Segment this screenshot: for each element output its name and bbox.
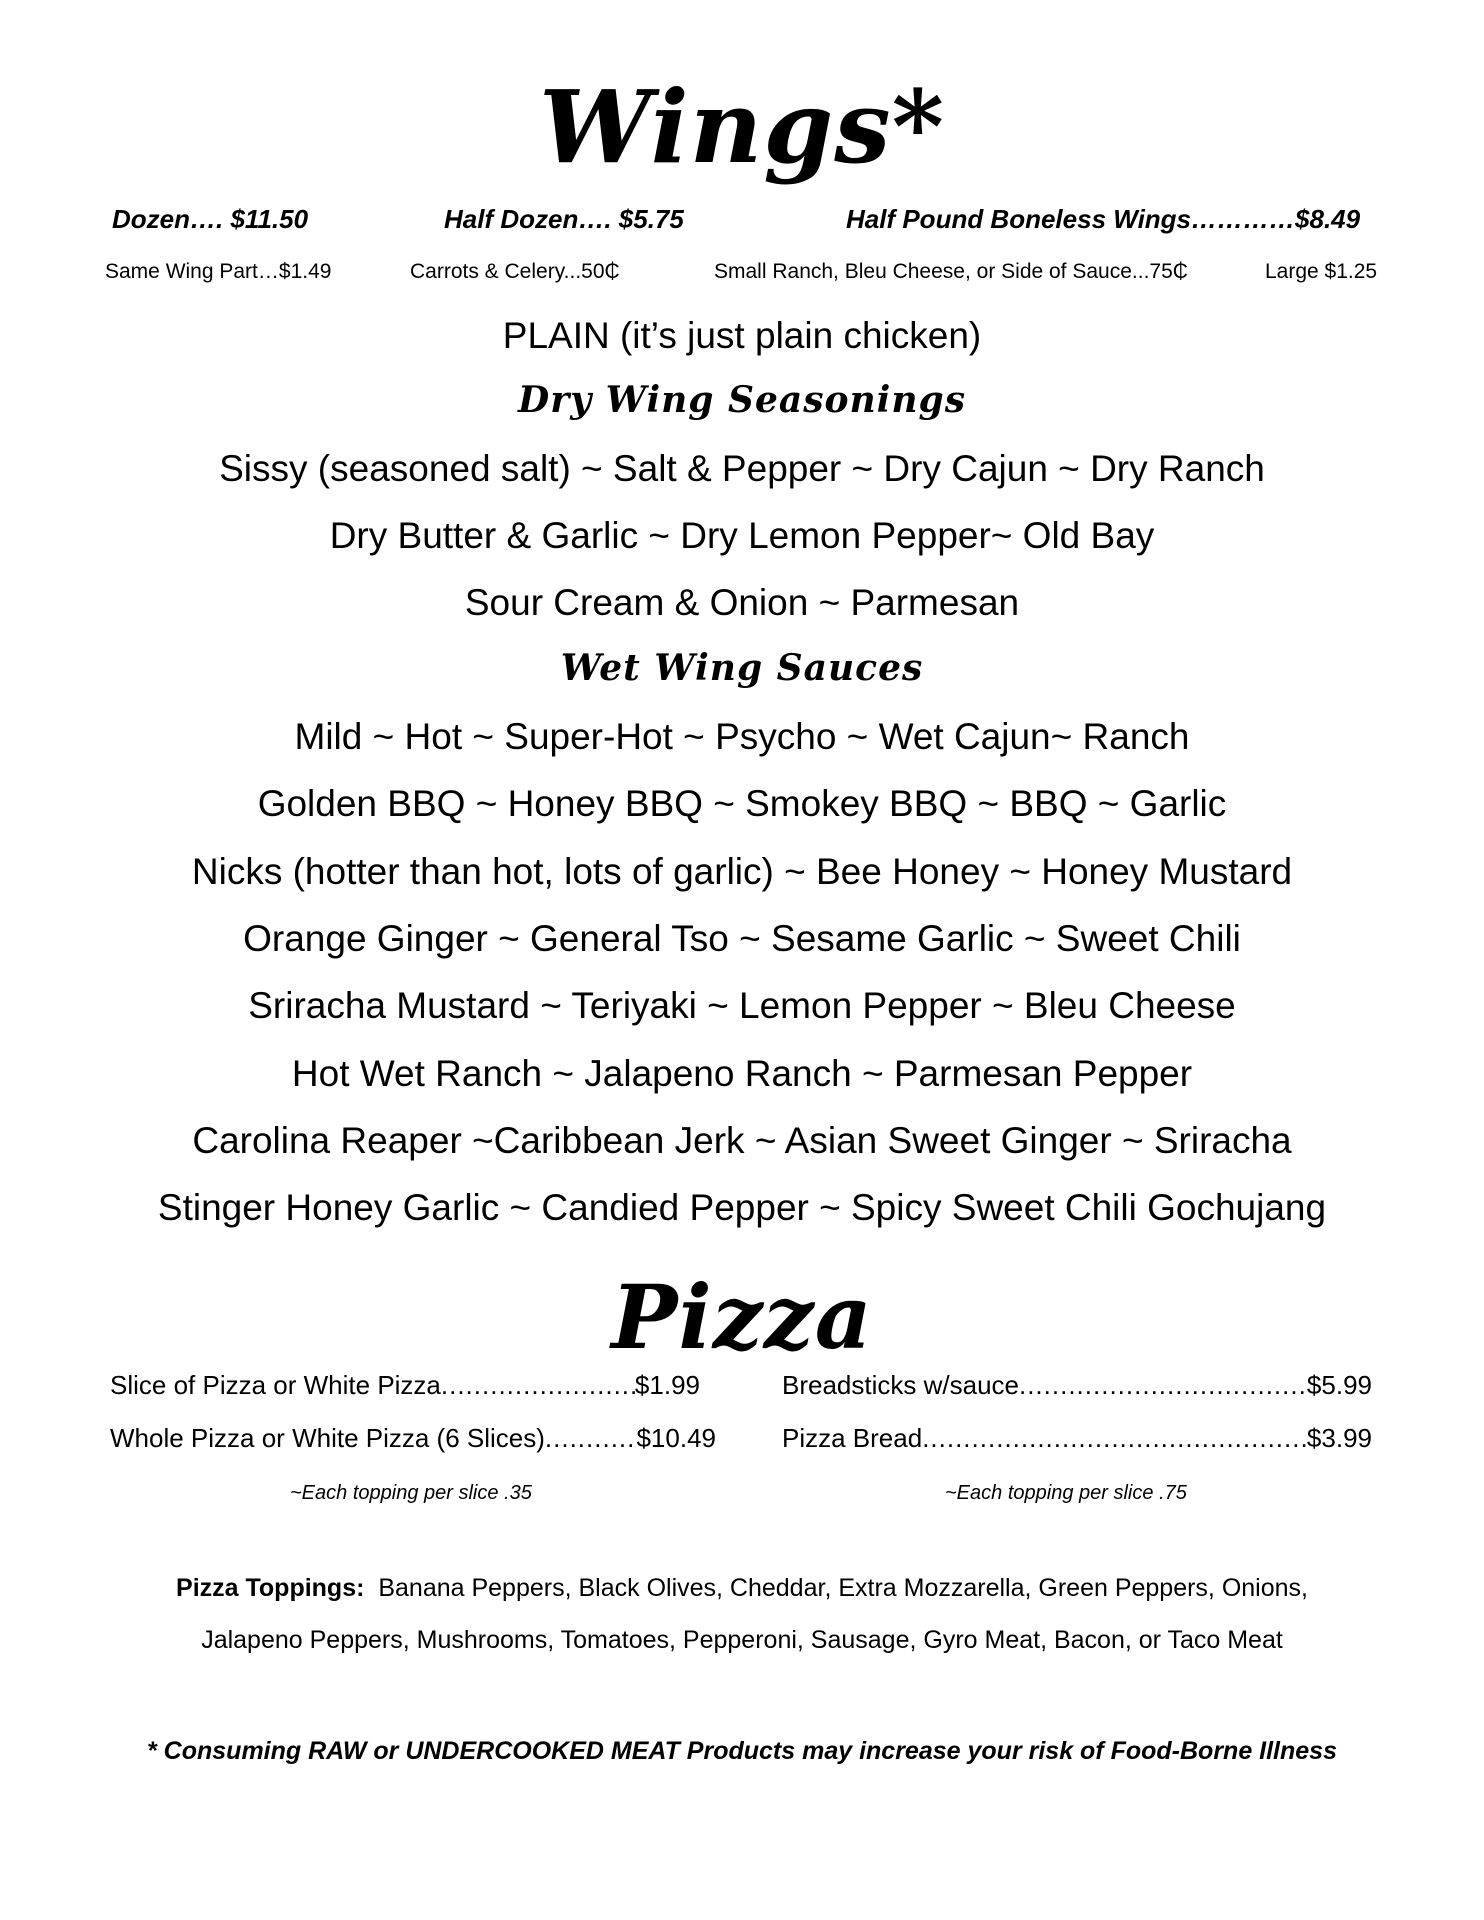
wet-sauces-line: Nicks (hotter than hot, lots of garlic) ~ Bee Honey ~ Honey Mustard — [191, 851, 1293, 892]
pizza-toppings-list: Banana Peppers, Black Olives, Cheddar, Extra Mozzarella, Green Peppers, Onions, — [378, 1574, 1308, 1602]
wet-sauces-line: Orange Ginger ~ General Tso ~ Sesame Garlic ~ Sweet Chili — [243, 918, 1241, 959]
plain-wings: PLAIN (it’s just plain chicken) — [502, 315, 982, 356]
right-topping-note: ~Each topping per slice .75 — [945, 1482, 1187, 1504]
item-price: $1.99 — [634, 1370, 700, 1400]
dry-seasonings-line: Dry Butter & Garlic ~ Dry Lemon Pepper~ Old Bay — [329, 515, 1155, 556]
item-price: $10.49 — [636, 1423, 716, 1453]
wet-sauces-line: Stinger Honey Garlic ~ Candied Pepper ~ Spicy Sweet Chili Gochujang — [157, 1187, 1327, 1228]
wet-sauces-line: Golden BBQ ~ Honey BBQ ~ Smokey BBQ ~ BBQ ~ Garlic — [257, 783, 1227, 824]
pizza-toppings-label: Pizza Toppings: — [176, 1574, 365, 1602]
wet-sauces-line: Sriracha Mustard ~ Teriyaki ~ Lemon Pepper ~ Bleu Cheese — [248, 985, 1236, 1026]
wet-sauces-heading: Wet Wing Sauces — [560, 647, 924, 689]
left-topping-note: ~Each topping per slice .35 — [290, 1482, 532, 1504]
wet-sauces-line: Mild ~ Hot ~ Super-Hot ~ Psycho ~ Wet Cajun~ Ranch — [294, 716, 1190, 757]
item-name: Pizza Bread — [782, 1423, 923, 1453]
carrots-celery-price: Carrots & Celery...50₵ — [410, 260, 620, 283]
dry-seasonings-line: Sour Cream & Onion ~ Parmesan — [464, 582, 1020, 623]
wet-sauces-line: Carolina Reaper ~Caribbean Jerk ~ Asian Sweet Ginger ~ Sriracha — [192, 1120, 1292, 1161]
item-name: Breadsticks w/sauce — [782, 1370, 1019, 1400]
pizza-toppings-line-1 — [0, 1562, 1484, 1614]
pizza-title: Pizza — [611, 1265, 873, 1369]
same-wing-part-price: Same Wing Part…$1.49 — [105, 260, 332, 283]
item-price: $3.99 — [1306, 1423, 1372, 1453]
item-name: Whole Pizza or White Pizza (6 Slices) — [110, 1423, 545, 1453]
small-sauce-price: Small Ranch, Bleu Cheese, or Side of Sauce...75₵ — [714, 260, 1188, 283]
large-sauce-price: Large $1.25 — [1265, 260, 1378, 283]
item-price: $5.99 — [1306, 1370, 1372, 1400]
half-dozen-price: Half Dozen…. $5.75 — [444, 204, 684, 234]
pizza-menu-item — [782, 1370, 1372, 1401]
leader-dots — [1019, 1370, 1307, 1401]
food-safety-warning: * Consuming RAW or UNDERCOOKED MEAT Products may increase your risk of Food-Borne Illness — [147, 1737, 1337, 1765]
dozen-price: Dozen…. $11.50 — [112, 204, 309, 234]
pizza-menu-item — [110, 1370, 700, 1401]
pizza-toppings-line-2: Jalapeno Peppers, Mushrooms, Tomatoes, Pepperoni, Sausage, Gyro Meat, Bacon, or Taco Meat — [201, 1626, 1283, 1654]
pizza-menu-item — [110, 1423, 716, 1454]
item-name: Slice of Pizza or White Pizza — [110, 1370, 441, 1400]
dry-seasonings-heading: Dry Wing Seasonings — [518, 379, 966, 421]
leader-dots — [545, 1423, 637, 1454]
dry-seasonings-line: Sissy (seasoned salt) ~ Salt & Pepper ~ Dry Cajun ~ Dry Ranch — [219, 448, 1265, 489]
wet-sauces-line: Hot Wet Ranch ~ Jalapeno Ranch ~ Parmesan Pepper — [291, 1053, 1193, 1094]
leader-dots — [922, 1423, 1307, 1454]
wings-title: Wings* — [539, 68, 945, 186]
boneless-price: Half Pound Boneless Wings…………$8.49 — [846, 204, 1361, 234]
pizza-menu-item — [782, 1423, 1372, 1454]
leader-dots — [441, 1370, 635, 1401]
